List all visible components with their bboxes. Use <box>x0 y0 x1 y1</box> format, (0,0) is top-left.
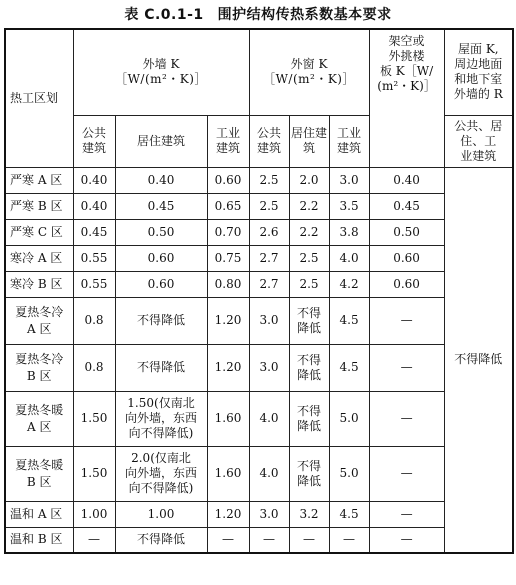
header-row-1 <box>5 29 513 115</box>
sub-header-residential: 居住建筑 <box>115 115 207 167</box>
cell: — <box>369 527 444 553</box>
cell: 2.5 <box>249 167 289 193</box>
zone-line: A 区 <box>27 419 52 434</box>
cell: — <box>329 527 369 553</box>
cell: — <box>369 297 444 344</box>
header-ground-line: 周边地面 <box>454 57 503 72</box>
zone-cell: 严寒 A 区 <box>5 167 73 193</box>
header-ground <box>444 29 513 115</box>
table-row <box>5 245 513 271</box>
cell <box>289 446 329 501</box>
sub-header-line: 公共 <box>257 126 282 140</box>
table-row <box>5 391 513 446</box>
zone-line: 夏热冬暖 <box>15 402 64 417</box>
cell: 0.40 <box>115 167 207 193</box>
cell: 0.40 <box>73 193 115 219</box>
cell: 1.50 <box>73 391 115 446</box>
cell: — <box>73 527 115 553</box>
cell: 1.60 <box>207 391 249 446</box>
cell: 0.65 <box>207 193 249 219</box>
cell <box>289 297 329 344</box>
cell: — <box>289 527 329 553</box>
cell: 0.75 <box>207 245 249 271</box>
header-floor-line: 架空或 <box>388 34 425 48</box>
cell: 4.5 <box>329 344 369 391</box>
zone-cell <box>5 391 73 446</box>
cell: 1.20 <box>207 297 249 344</box>
heat-transfer-table <box>4 28 514 554</box>
cell-line: 2.0(仅南北 <box>131 451 191 465</box>
sub-header-line: 工业 <box>337 126 362 140</box>
cell: 3.0 <box>249 501 289 527</box>
table-row <box>5 193 513 219</box>
cell-line: 不得 <box>297 458 322 473</box>
cell: 4.5 <box>329 501 369 527</box>
header-ground-line: 和地下室 <box>454 72 503 87</box>
table-caption: 围护结构传热系数基本要求 <box>217 7 392 23</box>
zone-cell <box>5 344 73 391</box>
header-window-unit: ［W/(m²・K)］ <box>263 72 355 87</box>
header-floor <box>369 29 444 167</box>
cell-line: 不得 <box>297 305 322 320</box>
cell: 0.50 <box>369 219 444 245</box>
zone-line: B 区 <box>26 474 52 489</box>
header-wall <box>73 29 249 115</box>
cell: 0.60 <box>115 245 207 271</box>
cell: 0.8 <box>73 297 115 344</box>
sub-header-line: 业建筑 <box>460 148 497 163</box>
cell: 0.45 <box>369 193 444 219</box>
cell: 不得降低 <box>115 527 207 553</box>
cell: 4.0 <box>329 245 369 271</box>
cell: 2.2 <box>289 193 329 219</box>
cell: 3.5 <box>329 193 369 219</box>
cell: — <box>369 391 444 446</box>
table-row <box>5 527 513 553</box>
table-row <box>5 167 513 193</box>
cell: 1.60 <box>207 446 249 501</box>
cell: — <box>369 446 444 501</box>
cell: 3.0 <box>249 344 289 391</box>
sub-header-line: 建筑 <box>337 141 362 155</box>
sub-header-industrial <box>207 115 249 167</box>
cell: 4.0 <box>249 446 289 501</box>
zone-cell <box>5 297 73 344</box>
cell: 2.5 <box>289 245 329 271</box>
cell-line: 降低 <box>297 473 322 488</box>
cell: 2.6 <box>249 219 289 245</box>
sub-header-line: 建筑 <box>257 141 282 155</box>
cell: — <box>207 527 249 553</box>
cell-line: 1.50(仅南北 <box>127 396 195 410</box>
cell: 3.8 <box>329 219 369 245</box>
cell-line: 向不得降低) <box>128 426 194 440</box>
cell: 5.0 <box>329 391 369 446</box>
sub-header-line: 建筑 <box>216 141 241 155</box>
header-wall-unit: ［W/(m²・K)］ <box>115 72 207 87</box>
table-row <box>5 501 513 527</box>
sub-header-line: 公共、居 <box>454 118 503 133</box>
cell-line: 不得 <box>297 403 322 418</box>
zone-line: 夏热冬暖 <box>15 457 64 472</box>
header-ground-line: 外墙的 R <box>453 87 503 102</box>
cell <box>115 446 207 501</box>
cell <box>289 391 329 446</box>
cell: 4.2 <box>329 271 369 297</box>
zone-cell <box>5 446 73 501</box>
zone-line: 夏热冬冷 <box>15 304 64 319</box>
cell-line: 降低 <box>297 418 322 433</box>
sub-header-line: 居住建筑 <box>291 126 328 155</box>
cell: 0.50 <box>115 219 207 245</box>
zone-line: B 区 <box>26 368 52 383</box>
cell: 0.55 <box>73 245 115 271</box>
cell: 4.5 <box>329 297 369 344</box>
cell-line: 向外墙，东西 <box>124 411 197 425</box>
sub-header-line: 住、工 <box>460 133 497 148</box>
cell: 0.45 <box>115 193 207 219</box>
table-row <box>5 446 513 501</box>
cell: 0.45 <box>73 219 115 245</box>
cell: 0.8 <box>73 344 115 391</box>
table-number: 表 C.0.1-1 <box>124 7 204 23</box>
sub-header-line: 工业 <box>216 126 241 140</box>
cell: 0.60 <box>115 271 207 297</box>
cell: 2.2 <box>289 219 329 245</box>
zone-line: A 区 <box>27 321 52 336</box>
cell: — <box>249 527 289 553</box>
table-row <box>5 297 513 344</box>
cell: 0.80 <box>207 271 249 297</box>
sub-header-window-residential <box>289 115 329 167</box>
zone-cell: 严寒 B 区 <box>5 193 73 219</box>
cell: 0.70 <box>207 219 249 245</box>
cell-line: 降低 <box>297 367 322 382</box>
cell: 2.5 <box>249 193 289 219</box>
cell: 2.7 <box>249 271 289 297</box>
zone-cell: 温和 A 区 <box>5 501 73 527</box>
cell-line: 向不得降低) <box>128 481 194 495</box>
cell: — <box>369 344 444 391</box>
cell: 3.0 <box>249 297 289 344</box>
cell: 2.5 <box>289 271 329 297</box>
table-row <box>5 271 513 297</box>
cell: 1.00 <box>115 501 207 527</box>
cell: 0.60 <box>207 167 249 193</box>
cell: 1.20 <box>207 344 249 391</box>
cell: 0.40 <box>369 167 444 193</box>
cell: 1.20 <box>207 501 249 527</box>
cell: 1.00 <box>73 501 115 527</box>
cell: 2.7 <box>249 245 289 271</box>
header-floor-line: (m²・K)］ <box>377 79 436 93</box>
cell <box>115 391 207 446</box>
cell: 0.60 <box>369 271 444 297</box>
sub-header-window-industrial <box>329 115 369 167</box>
cell: 1.50 <box>73 446 115 501</box>
cell: 0.40 <box>73 167 115 193</box>
cell: 3.2 <box>289 501 329 527</box>
sub-header-line: 建筑 <box>81 141 106 155</box>
header-zone: 热工区划 <box>5 29 73 167</box>
table-row <box>5 219 513 245</box>
cell: 5.0 <box>329 446 369 501</box>
table-title <box>0 4 516 24</box>
zone-cell: 温和 B 区 <box>5 527 73 553</box>
zone-cell: 寒冷 A 区 <box>5 245 73 271</box>
header-window-name: 外窗 K <box>290 57 328 72</box>
table-row <box>5 344 513 391</box>
cell-line: 不得 <box>297 352 322 367</box>
sub-header-ground <box>444 115 513 167</box>
cell: 2.0 <box>289 167 329 193</box>
cell-line: 向外墙，东西 <box>124 466 197 480</box>
cell: 不得降低 <box>115 344 207 391</box>
ground-merged-cell: 不得降低 <box>444 167 513 553</box>
cell: 4.0 <box>249 391 289 446</box>
cell: 3.0 <box>329 167 369 193</box>
cell: 0.55 <box>73 271 115 297</box>
cell <box>289 344 329 391</box>
sub-header-line: 公共 <box>81 126 106 140</box>
zone-cell: 严寒 C 区 <box>5 219 73 245</box>
cell: 0.60 <box>369 245 444 271</box>
header-floor-line: 外挑楼 <box>388 49 425 63</box>
cell: 不得降低 <box>115 297 207 344</box>
sub-header-window-public <box>249 115 289 167</box>
header-window <box>249 29 369 115</box>
zone-line: 夏热冬冷 <box>15 351 64 366</box>
cell: — <box>369 501 444 527</box>
zone-cell: 寒冷 B 区 <box>5 271 73 297</box>
header-wall-name: 外墙 K <box>142 57 180 72</box>
header-floor-line: 板 K［W/ <box>379 64 434 78</box>
sub-header-public <box>73 115 115 167</box>
cell-line: 降低 <box>297 320 322 335</box>
header-ground-line: 屋面 K, <box>458 42 499 57</box>
